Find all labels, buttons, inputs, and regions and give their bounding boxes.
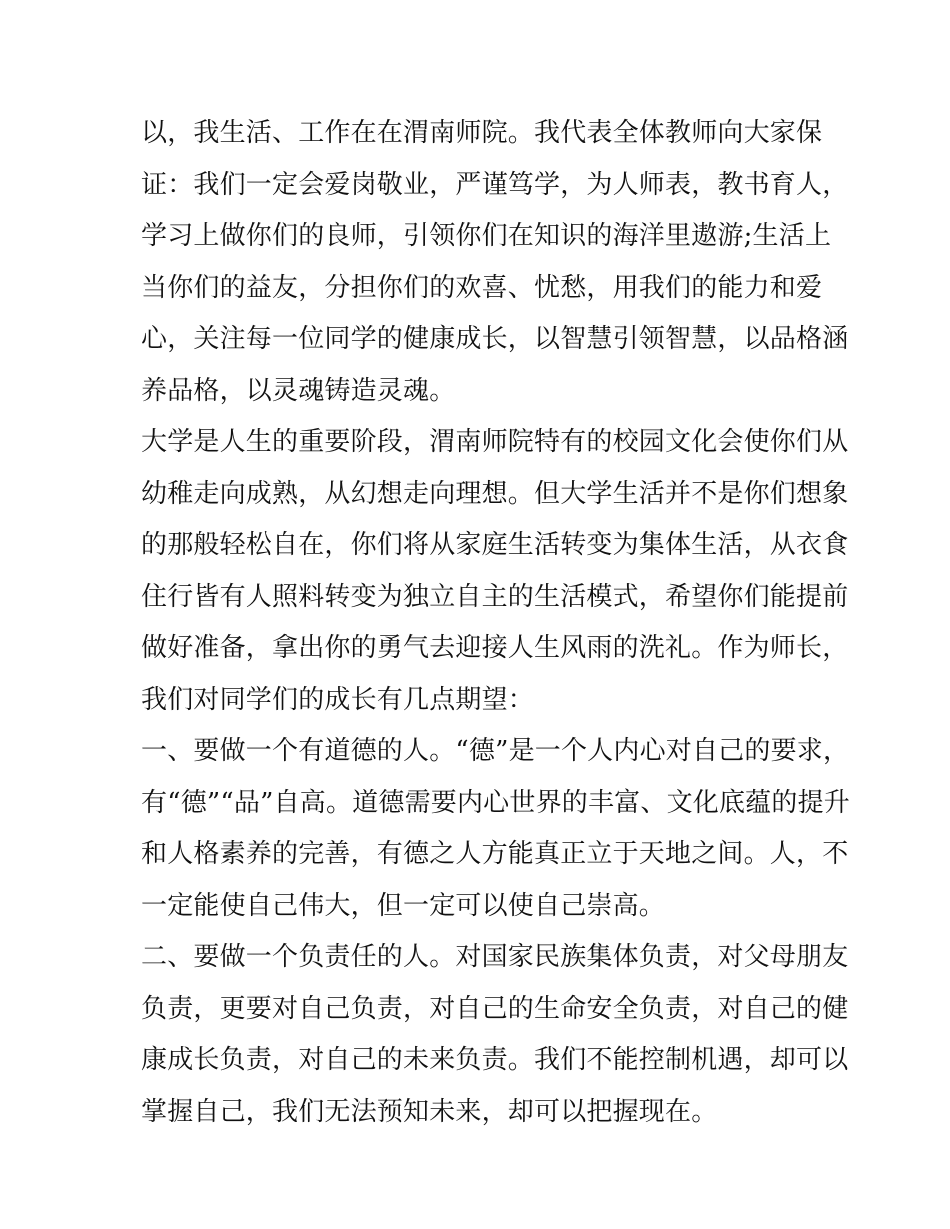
text-line: 的那般轻松自在，你们将从家庭生活转变为集体生活，从衣食 [141,530,849,560]
text-line: 一、要做一个有道德的人。“德”是一个人内心对自己的要求， [141,736,850,766]
text-line: 当你们的益友，分担你们的欢喜、忧愁，用我们的能力和爱 [141,272,823,303]
text-line: 养品格，以灵魂铸造灵魂。 [141,375,456,406]
text-line: 学习上做你们的良师，引领你们在知识的海洋里遨游;生活上 [141,221,832,251]
document-body [141,108,850,1138]
text-line: 住行皆有人照料转变为独立自主的生活模式，希望你们能提前 [141,581,849,612]
text-line: 证：我们一定会爱岗敬业，严谨笃学，为人师表，教书育人， [141,169,849,200]
text-line: 我们对同学们的成长有几点期望： [141,684,535,715]
text-line: 做好准备，拿出你的勇气去迎接人生风雨的洗礼。作为师长， [141,633,849,663]
text-line: 大学是人生的重要阶段，渭南师院特有的校园文化会使你们从 [141,427,849,457]
text-line: 二、要做一个负责任的人。对国家民族集体负责，对父母朋友 [141,942,849,972]
text-line: 掌握自己，我们无法预知未来，却可以把握现在。 [141,1096,718,1127]
text-line: 有“德”“品”自高。道德需要内心世界的丰富、文化底蕴的提升 [141,787,850,818]
text-line: 一定能使自己伟大，但一定可以使自己崇高。 [141,890,666,921]
text-line: 以，我生活、工作在在渭南师院。我代表全体教师向大家保 [141,118,823,148]
text-line: 负责，更要对自己负责，对自己的生命安全负责，对自己的健 [141,993,849,1024]
text-line: 心，关注每一位同学的健康成长，以智慧引领智慧，以品格涵 [141,324,849,354]
text-line: 幼稚走向成熟，从幻想走向理想。但大学生活并不是你们想象 [141,478,849,509]
text-line: 康成长负责，对自己的未来负责。我们不能控制机遇，却可以 [141,1045,849,1075]
text-line: 和人格素养的完善，有德之人方能真正立于天地之间。人，不 [141,839,849,869]
